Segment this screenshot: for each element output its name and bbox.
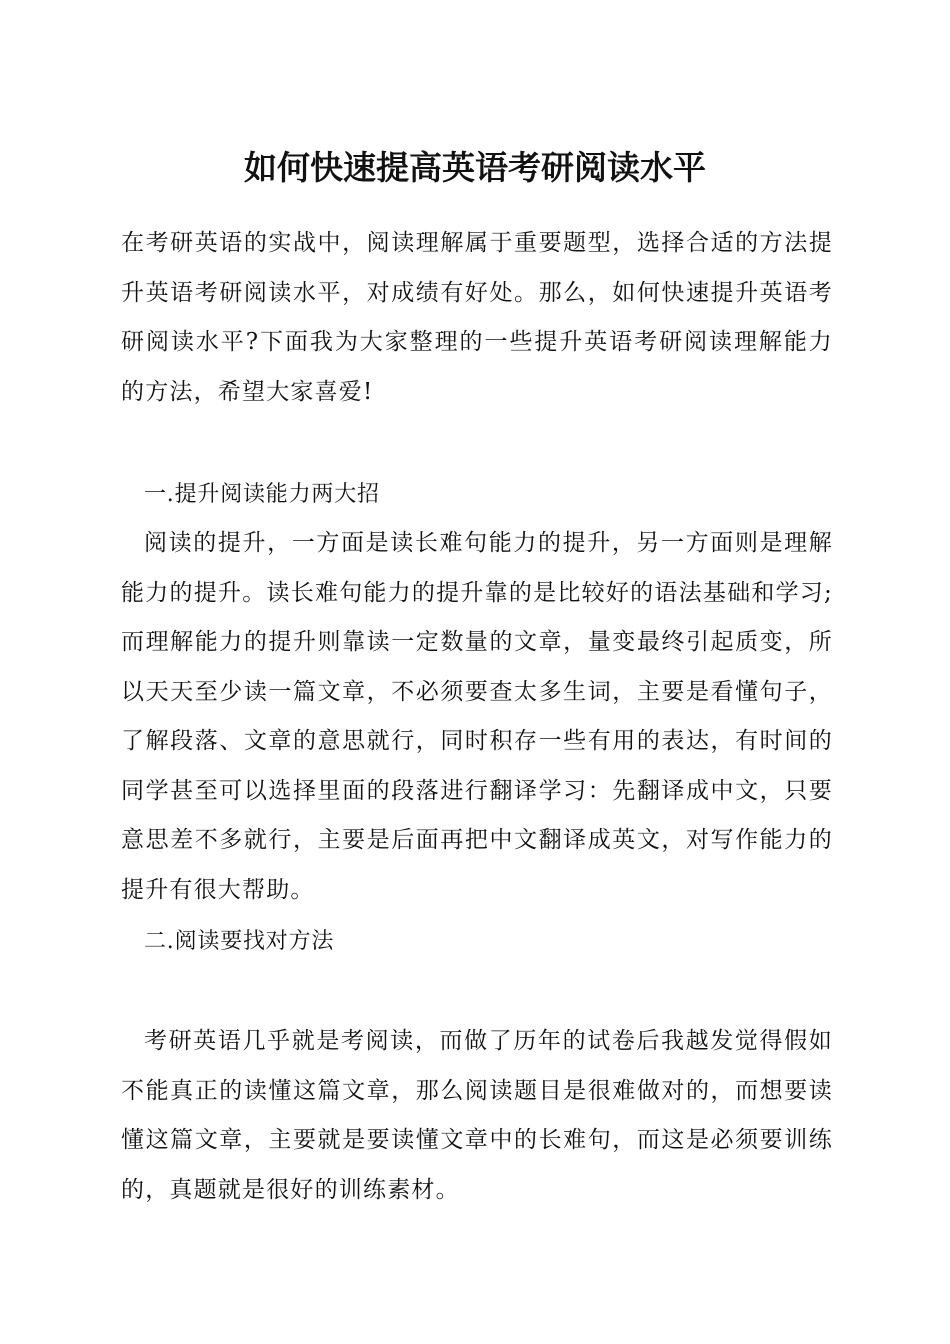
document-title: 如何快速提高英语考研阅读水平 xyxy=(244,148,706,187)
intro-paragraph: 在考研英语的实战中，阅读理解属于重要题型，选择合适的方法提升英语考研阅读水平，对成绩有好处。那么，如何快速提升英语考研阅读水平?下面我为大家整理的一些提升英语考研阅读理解能力的方法，希望大家喜爱! xyxy=(121,230,833,405)
section-1-heading: 一.提升阅读能力两大招 xyxy=(144,482,380,507)
section-2-paragraph: 考研英语几乎就是考阅读，而做了历年的试卷后我越发觉得假如不能真正的读懂这篇文章，那么阅读题目是很难做对的，而想要读懂这篇文章，主要就是要读懂文章中的长难句，而这是必须要训练的，真题就是很好的训练素材。 xyxy=(121,1028,833,1203)
section-2-heading: 二.阅读要找对方法 xyxy=(144,929,335,954)
section-1-paragraph: 阅读的提升，一方面是读长难句能力的提升，另一方面则是理解能力的提升。读长难句能力的提升靠的是比较好的语法基础和学习;而理解能力的提升则靠读一定数量的文章，量变最终引起质变，所以天天至少读一篇文章，不必须要查太多生词，主要是看懂句子，了解段落、文章的意思就行，同时积存一些有用的表达，有时间的同学甚至可以选择里面的段落进行翻译学习：先翻译成中文，只要意思差不多就行，主要是后面再把中文翻译成英文，对写作能力的提升有很大帮助。 xyxy=(121,530,833,903)
